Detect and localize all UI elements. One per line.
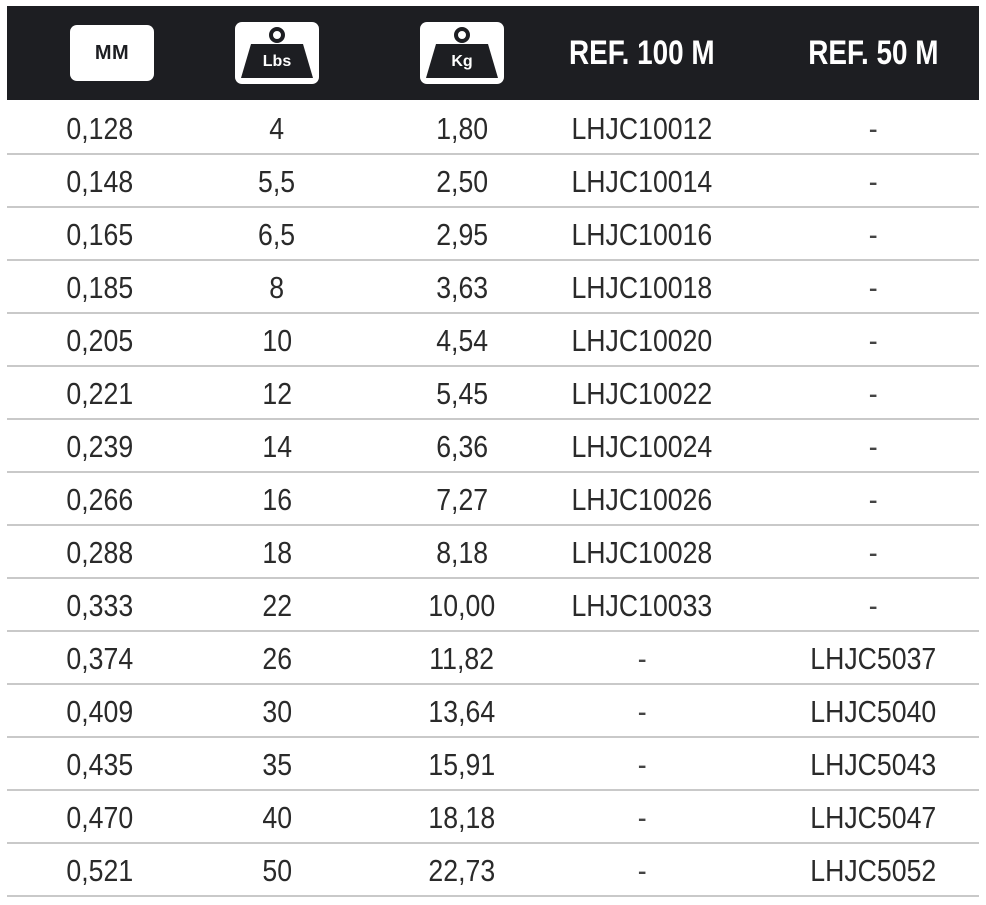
cell-mm-text: 0,470 [66,800,134,835]
cell-ref100 [547,314,737,365]
cell-ref50-text: - [868,111,878,146]
mm-label: MM [94,41,130,64]
cell-mm [25,632,175,683]
cell-kg [392,473,532,524]
cell-lbs [207,261,347,312]
cell-mm [25,155,175,206]
cell-mm [25,738,175,789]
cell-ref50-text: - [868,376,878,411]
cell-ref100-text: LHJC10016 [571,217,713,252]
cell-kg [392,685,532,736]
cell-ref50-text: - [868,588,878,623]
cell-ref100 [547,632,737,683]
cell-lbs [207,208,347,259]
table-row [7,208,979,261]
table-row [7,685,979,738]
cell-lbs [207,685,347,736]
table-row [7,420,979,473]
cell-lbs [207,526,347,577]
cell-ref100 [547,367,737,418]
cell-mm-text: 0,148 [66,164,134,199]
cell-ref100 [547,155,737,206]
cell-mm [25,579,175,630]
cell-ref50 [767,208,979,259]
cell-mm-text: 0,521 [66,853,134,888]
cell-ref50 [767,102,979,153]
cell-lbs-text: 6,5 [258,217,296,252]
cell-ref100 [547,791,737,842]
cell-ref100 [547,685,737,736]
cell-mm-text: 0,409 [66,694,134,729]
cell-kg-text: 7,27 [436,482,488,517]
cell-lbs-text: 22 [262,588,292,623]
cell-kg [392,261,532,312]
cell-mm-text: 0,266 [66,482,134,517]
cell-lbs-text: 18 [262,535,292,570]
cell-ref50-text: - [868,270,878,305]
cell-ref50-text: - [868,164,878,199]
cell-lbs-text: 12 [262,376,292,411]
table-row [7,738,979,791]
weight-icon [235,22,319,84]
cell-ref100-text: LHJC10033 [571,588,713,623]
cell-ref100 [547,208,737,259]
table-row [7,155,979,208]
cell-mm-text: 0,205 [66,323,134,358]
cell-kg [392,208,532,259]
cell-ref50 [767,314,979,365]
cell-ref100-text: - [637,641,647,676]
cell-ref50 [767,791,979,842]
cell-mm [25,261,175,312]
cell-lbs [207,844,347,895]
table-row [7,844,979,897]
cell-lbs [207,738,347,789]
mm-badge [70,25,154,81]
cell-ref100 [547,738,737,789]
cell-ref100 [547,420,737,471]
cell-lbs [207,632,347,683]
cell-ref100-text: LHJC10018 [571,270,713,305]
cell-ref50 [767,420,979,471]
cell-ref50 [767,632,979,683]
cell-ref50-text: - [868,323,878,358]
weight-icon [420,22,504,84]
cell-kg-text: 5,45 [436,376,488,411]
header-lbs [207,6,347,100]
table-row [7,314,979,367]
kg-label: Kg [451,53,473,70]
cell-mm-text: 0,435 [66,747,134,782]
cell-ref100-text: LHJC10028 [571,535,713,570]
cell-kg-text: 1,80 [436,111,488,146]
cell-lbs-text: 4 [269,111,285,146]
cell-ref100 [547,844,737,895]
table-header [7,6,979,100]
table-row [7,261,979,314]
cell-kg-text: 22,73 [428,853,496,888]
cell-ref50 [767,579,979,630]
header-kg [392,6,532,100]
cell-kg [392,314,532,365]
cell-lbs [207,102,347,153]
cell-ref100-text: - [637,800,647,835]
cell-ref100-text: LHJC10020 [571,323,713,358]
cell-mm [25,367,175,418]
cell-ref50-text: LHJC5052 [810,853,936,888]
cell-mm [25,420,175,471]
cell-ref50-text: - [868,482,878,517]
cell-lbs [207,314,347,365]
cell-lbs-text: 16 [262,482,292,517]
cell-ref50-text: LHJC5043 [810,747,936,782]
cell-lbs-text: 5,5 [258,164,296,199]
cell-mm [25,102,175,153]
ref50-label: REF. 50 M [807,33,939,72]
cell-kg [392,632,532,683]
cell-mm [25,208,175,259]
cell-ref50-text: LHJC5040 [810,694,936,729]
cell-ref100-text: - [637,747,647,782]
cell-lbs [207,420,347,471]
cell-kg [392,420,532,471]
table-row [7,102,979,155]
cell-ref50-text: - [868,217,878,252]
cell-ref100-text: LHJC10014 [571,164,713,199]
cell-lbs-text: 10 [262,323,292,358]
table-row [7,632,979,685]
cell-mm [25,473,175,524]
cell-kg-text: 10,00 [428,588,496,623]
cell-ref100-text: - [637,694,647,729]
cell-mm [25,685,175,736]
cell-kg [392,738,532,789]
cell-ref50 [767,473,979,524]
cell-kg [392,155,532,206]
cell-kg-text: 2,95 [436,217,488,252]
cell-kg [392,367,532,418]
cell-mm-text: 0,288 [66,535,134,570]
cell-ref50-text: LHJC5047 [810,800,936,835]
cell-kg-text: 8,18 [436,535,488,570]
ref100-label: REF. 100 M [569,33,715,72]
cell-ref100-text: LHJC10026 [571,482,713,517]
table-row [7,526,979,579]
cell-kg-text: 11,82 [429,641,495,676]
cell-kg [392,844,532,895]
cell-ref100-text: LHJC10022 [571,376,713,411]
cell-ref50 [767,738,979,789]
header-ref50 [767,6,979,100]
cell-lbs-text: 14 [262,429,292,464]
table-row [7,367,979,420]
cell-mm-text: 0,239 [66,429,134,464]
cell-kg [392,791,532,842]
cell-ref50-text: - [868,429,878,464]
cell-lbs [207,473,347,524]
cell-mm-text: 0,374 [66,641,134,676]
cell-mm-text: 0,128 [66,111,134,146]
cell-ref100 [547,579,737,630]
header-mm [37,6,187,100]
table-row [7,579,979,632]
cell-lbs [207,155,347,206]
cell-lbs-text: 40 [262,800,292,835]
cell-ref50-text: - [868,535,878,570]
cell-lbs-text: 26 [262,641,292,676]
cell-kg-text: 3,63 [436,270,488,305]
cell-ref100-text: - [637,853,647,888]
cell-ref50 [767,367,979,418]
cell-kg [392,102,532,153]
cell-mm [25,314,175,365]
cell-mm-text: 0,185 [66,270,134,305]
lbs-label: Lbs [262,53,292,70]
cell-kg-text: 18,18 [428,800,496,835]
table-row [7,791,979,844]
cell-ref100 [547,261,737,312]
cell-ref50 [767,685,979,736]
cell-ref100 [547,473,737,524]
cell-mm-text: 0,333 [66,588,134,623]
cell-kg [392,526,532,577]
cell-lbs [207,579,347,630]
cell-mm [25,526,175,577]
cell-lbs-text: 30 [262,694,292,729]
cell-kg-text: 4,54 [436,323,488,358]
cell-ref50 [767,261,979,312]
cell-kg-text: 15,91 [428,747,496,782]
cell-ref100 [547,526,737,577]
cell-lbs-text: 50 [262,853,292,888]
cell-ref50 [767,155,979,206]
cell-ref100 [547,102,737,153]
cell-lbs-text: 8 [269,270,285,305]
header-ref100 [547,6,737,100]
cell-mm [25,791,175,842]
cell-ref100-text: LHJC10012 [571,111,713,146]
cell-ref50 [767,844,979,895]
cell-lbs [207,791,347,842]
cell-mm [25,844,175,895]
cell-kg-text: 13,64 [428,694,496,729]
cell-ref50-text: LHJC5037 [810,641,936,676]
cell-ref100-text: LHJC10024 [571,429,713,464]
cell-ref50 [767,526,979,577]
cell-mm-text: 0,221 [66,376,134,411]
table-row [7,473,979,526]
cell-lbs [207,367,347,418]
cell-mm-text: 0,165 [66,217,134,252]
cell-kg-text: 2,50 [436,164,488,199]
cell-kg [392,579,532,630]
cell-lbs-text: 35 [262,747,292,782]
cell-kg-text: 6,36 [436,429,488,464]
